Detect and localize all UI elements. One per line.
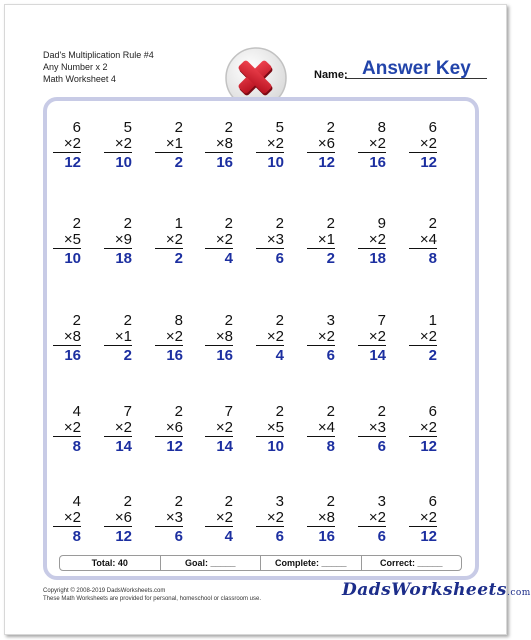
worksheet-title: Dad's Multiplication Rule #4: [43, 50, 154, 60]
problem-item: [356, 215, 386, 275]
problem-divider: [205, 436, 233, 437]
worksheet-number: Math Worksheet 4: [43, 74, 116, 84]
answer: 2: [428, 347, 437, 364]
problem-row: [47, 493, 475, 553]
top-number: 4: [72, 493, 81, 510]
problem-item: [51, 403, 81, 463]
multiplier: ×5: [266, 419, 284, 436]
problem-divider: [205, 526, 233, 527]
problem-divider: [53, 526, 81, 527]
problem-item: [254, 312, 284, 372]
answer: 6: [275, 528, 284, 545]
problem-divider: [256, 152, 284, 153]
problem-item: [305, 403, 335, 463]
problem-item: [254, 403, 284, 463]
problem-divider: [205, 345, 233, 346]
multiplier: ×2: [165, 328, 183, 345]
answer: 12: [420, 528, 437, 545]
problem-item: [51, 119, 81, 179]
brand-suffix: .com: [506, 588, 531, 598]
answer: 16: [166, 347, 183, 364]
top-number: 2: [326, 403, 335, 420]
problem-frame: [43, 97, 479, 580]
problem-item: [305, 119, 335, 179]
multiplier: ×3: [266, 231, 284, 248]
multiplier: ×9: [114, 231, 132, 248]
problem-divider: [205, 152, 233, 153]
answer: 6: [174, 528, 183, 545]
problem-item: [203, 215, 233, 275]
answer: 12: [166, 438, 183, 455]
problem-divider: [307, 526, 335, 527]
top-number: 2: [123, 312, 132, 329]
answer-key-label: Answer Key: [362, 58, 471, 79]
multiplier: ×3: [368, 419, 386, 436]
problem-divider: [155, 436, 183, 437]
top-number: 1: [428, 312, 437, 329]
problem-divider: [53, 345, 81, 346]
multiplier: ×8: [317, 509, 335, 526]
answer: 12: [420, 438, 437, 455]
answer: 6: [275, 250, 284, 267]
problem-item: [51, 215, 81, 275]
problem-item: [102, 119, 132, 179]
name-label: Name:: [314, 69, 348, 81]
multiplier: ×2: [266, 135, 284, 152]
answer: 16: [369, 154, 386, 171]
problem-item: [203, 312, 233, 372]
problem-item: [153, 403, 183, 463]
score-footer: [59, 555, 462, 571]
top-number: 2: [326, 215, 335, 232]
multiplier: ×2: [63, 509, 81, 526]
goal-field[interactable]: Goal: _____: [161, 556, 262, 570]
top-number: 2: [326, 493, 335, 510]
multiplier: ×1: [114, 328, 132, 345]
top-number: 1: [174, 215, 183, 232]
answer: 8: [72, 528, 81, 545]
multiplier: ×2: [266, 328, 284, 345]
worksheet-subtitle: Any Number x 2: [43, 62, 108, 72]
multiplier: ×2: [114, 419, 132, 436]
top-number: 4: [72, 403, 81, 420]
problem-item: [407, 215, 437, 275]
top-number: 7: [123, 403, 132, 420]
answer: 16: [64, 347, 81, 364]
problem-item: [102, 312, 132, 372]
top-number: 2: [123, 493, 132, 510]
top-number: 2: [174, 119, 183, 136]
multiplier: ×6: [165, 419, 183, 436]
answer: 2: [174, 154, 183, 171]
multiplier: ×4: [419, 231, 437, 248]
problem-divider: [53, 248, 81, 249]
multiplier: ×2: [419, 419, 437, 436]
top-number: 2: [275, 403, 284, 420]
multiplier: ×2: [215, 509, 233, 526]
answer: 16: [216, 347, 233, 364]
top-number: 2: [275, 312, 284, 329]
problem-item: [356, 493, 386, 553]
multiplier: ×2: [114, 135, 132, 152]
problem-item: [254, 119, 284, 179]
multiplier: ×2: [368, 328, 386, 345]
multiplier: ×5: [63, 231, 81, 248]
problem-item: [356, 403, 386, 463]
problem-row: [47, 312, 475, 372]
multiplier: ×6: [317, 135, 335, 152]
answer: 6: [377, 438, 386, 455]
problem-divider: [53, 152, 81, 153]
multiplier: ×2: [165, 231, 183, 248]
top-number: 6: [72, 119, 81, 136]
problem-item: [305, 312, 335, 372]
answer: 8: [72, 438, 81, 455]
top-number: 2: [224, 493, 233, 510]
total-count: Total: 40: [60, 556, 161, 570]
problem-divider: [205, 248, 233, 249]
problem-item: [356, 312, 386, 372]
answer: 2: [174, 250, 183, 267]
problem-divider: [358, 436, 386, 437]
answer: 18: [115, 250, 132, 267]
problem-item: [153, 215, 183, 275]
top-number: 6: [428, 119, 437, 136]
multiplier: ×2: [419, 328, 437, 345]
problem-divider: [307, 152, 335, 153]
top-number: 2: [377, 403, 386, 420]
problem-item: [254, 215, 284, 275]
multiplier: ×2: [215, 419, 233, 436]
top-number: 2: [224, 215, 233, 232]
top-number: 2: [174, 493, 183, 510]
brand-logo: [342, 580, 531, 600]
answer: 4: [275, 347, 284, 364]
problem-item: [102, 493, 132, 553]
multiplier: ×2: [215, 231, 233, 248]
multiplier: ×4: [317, 419, 335, 436]
multiplier: ×1: [317, 231, 335, 248]
worksheet-meta: [43, 49, 154, 85]
answer: 16: [216, 154, 233, 171]
problem-item: [203, 403, 233, 463]
answer: 14: [216, 438, 233, 455]
answer: 10: [64, 250, 81, 267]
top-number: 7: [224, 403, 233, 420]
top-number: 2: [275, 215, 284, 232]
top-number: 2: [72, 215, 81, 232]
problem-divider: [409, 526, 437, 527]
multiplier: ×8: [63, 328, 81, 345]
problem-item: [407, 493, 437, 553]
top-number: 2: [123, 215, 132, 232]
problem-divider: [104, 248, 132, 249]
answer: 18: [369, 250, 386, 267]
problem-divider: [358, 526, 386, 527]
correct-field[interactable]: Correct: _____: [379, 558, 443, 568]
top-number: 3: [326, 312, 335, 329]
top-number: 2: [174, 403, 183, 420]
top-number: 6: [428, 403, 437, 420]
top-number: 2: [224, 312, 233, 329]
multiplier: ×2: [63, 135, 81, 152]
answer: 4: [224, 528, 233, 545]
answer: 14: [369, 347, 386, 364]
multiplier: ×2: [266, 509, 284, 526]
problem-divider: [155, 152, 183, 153]
problem-divider: [358, 248, 386, 249]
problem-divider: [256, 248, 284, 249]
problem-item: [407, 312, 437, 372]
multiplier: ×6: [114, 509, 132, 526]
answer: 10: [267, 154, 284, 171]
answer: 8: [326, 438, 335, 455]
answer: 16: [318, 528, 335, 545]
problem-divider: [358, 345, 386, 346]
top-number: 3: [275, 493, 284, 510]
top-number: 9: [377, 215, 386, 232]
problem-item: [102, 215, 132, 275]
top-number: 5: [275, 119, 284, 136]
copyright-line: Copyright © 2008-2019 DadsWorksheets.com: [43, 588, 166, 594]
problem-divider: [409, 248, 437, 249]
problem-item: [305, 215, 335, 275]
copyright-notice: [43, 587, 261, 603]
top-number: 5: [123, 119, 132, 136]
top-number: 3: [377, 493, 386, 510]
problem-divider: [256, 436, 284, 437]
problem-divider: [155, 345, 183, 346]
top-number: 2: [224, 119, 233, 136]
problem-divider: [155, 526, 183, 527]
problem-row: [47, 215, 475, 275]
problem-item: [51, 493, 81, 553]
multiplier: ×2: [63, 419, 81, 436]
problem-divider: [409, 345, 437, 346]
answer: 10: [267, 438, 284, 455]
top-number: 2: [326, 119, 335, 136]
multiplier: ×2: [368, 231, 386, 248]
worksheet-page: [4, 4, 531, 635]
problem-divider: [409, 152, 437, 153]
problem-divider: [256, 526, 284, 527]
problem-row: [47, 119, 475, 179]
problem-item: [203, 493, 233, 553]
problem-item: [203, 119, 233, 179]
answer: 8: [428, 250, 437, 267]
problem-item: [102, 403, 132, 463]
answer: 10: [115, 154, 132, 171]
problem-item: [153, 119, 183, 179]
multiplier: ×8: [215, 328, 233, 345]
top-number: 6: [428, 493, 437, 510]
problem-divider: [307, 248, 335, 249]
answer: 6: [326, 347, 335, 364]
problem-item: [153, 493, 183, 553]
multiplier: ×8: [215, 135, 233, 152]
problem-divider: [307, 345, 335, 346]
complete-field[interactable]: Complete: _____: [261, 556, 362, 570]
multiplier: ×3: [165, 509, 183, 526]
top-number: 2: [72, 312, 81, 329]
multiplier: ×2: [317, 328, 335, 345]
answer: 2: [123, 347, 132, 364]
answer: 12: [318, 154, 335, 171]
problem-divider: [104, 436, 132, 437]
answer: 2: [326, 250, 335, 267]
problem-divider: [307, 436, 335, 437]
multiplier: ×2: [368, 135, 386, 152]
brand-name: DadsWorksheets: [342, 580, 507, 600]
problem-item: [356, 119, 386, 179]
top-number: 7: [377, 312, 386, 329]
problem-divider: [155, 248, 183, 249]
answer: 12: [420, 154, 437, 171]
top-number: 2: [428, 215, 437, 232]
answer: 14: [115, 438, 132, 455]
problem-item: [407, 403, 437, 463]
top-number: 8: [174, 312, 183, 329]
problem-item: [153, 312, 183, 372]
problem-divider: [409, 436, 437, 437]
answer: 12: [64, 154, 81, 171]
top-number: 8: [377, 119, 386, 136]
problem-divider: [53, 436, 81, 437]
problem-row: [47, 403, 475, 463]
problem-divider: [104, 526, 132, 527]
problem-item: [254, 493, 284, 553]
problem-item: [407, 119, 437, 179]
problem-divider: [104, 152, 132, 153]
problem-divider: [358, 152, 386, 153]
answer: 6: [377, 528, 386, 545]
problem-item: [305, 493, 335, 553]
multiplier: ×2: [368, 509, 386, 526]
problem-divider: [256, 345, 284, 346]
answer: 4: [224, 250, 233, 267]
problem-item: [51, 312, 81, 372]
problem-divider: [104, 345, 132, 346]
answer: 12: [115, 528, 132, 545]
multiplier: ×2: [419, 135, 437, 152]
multiplier: ×2: [419, 509, 437, 526]
usage-line: These Math Worksheets are provided for personal, homeschool or classroom use.: [43, 596, 261, 602]
multiplier: ×1: [165, 135, 183, 152]
